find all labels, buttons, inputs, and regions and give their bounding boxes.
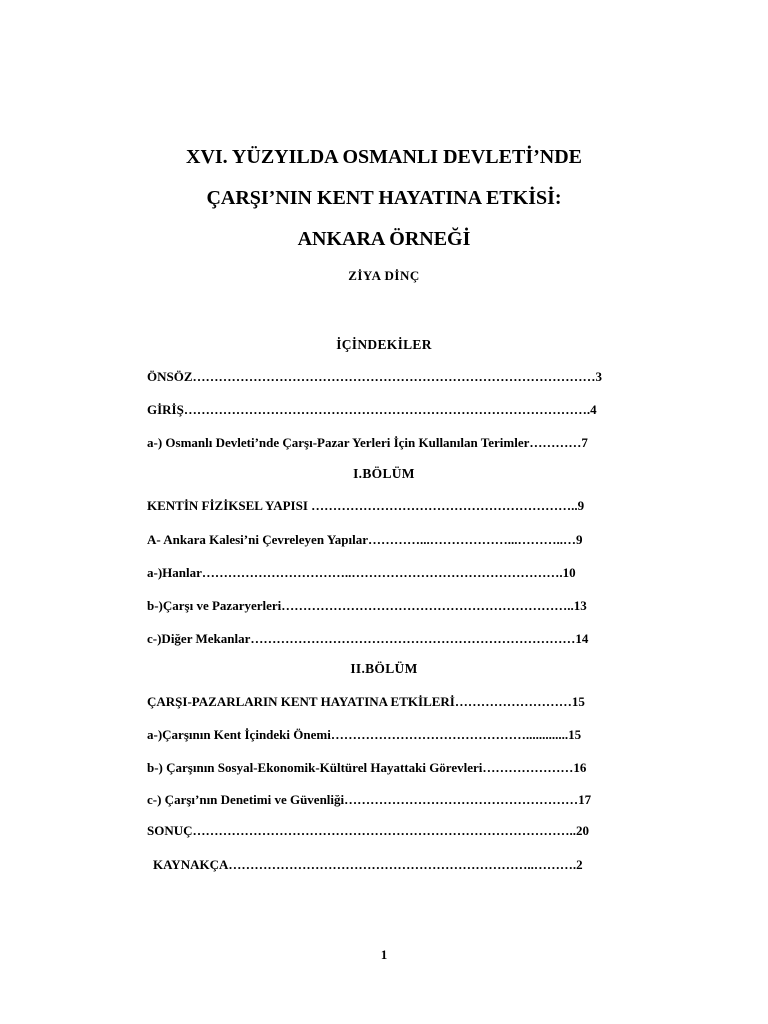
section-heading-1: I.BÖLÜM	[353, 466, 415, 481]
toc-entry-denetim-guvenlik: c-) Çarşı’nın Denetimi ve Güvenliği………………………………………………17	[147, 792, 592, 807]
page-number: 1	[380, 947, 388, 962]
toc-entry-kaynakca: KAYNAKÇA……………………………………………………………..……….2	[153, 857, 583, 872]
toc-entry-carsinin-onemi: a-)Çarşının Kent İçindeki Önemi……………………………………….............15	[147, 727, 582, 742]
section-heading-2: II.BÖLÜM	[350, 661, 418, 676]
author-name: ZİYA DİNÇ	[348, 268, 420, 283]
toc-entry-ankara-kalesi: A- Ankara Kalesi’ni Çevreleyen Yapılar…………...………………...………..…9	[147, 532, 583, 547]
toc-entry-terimler: a-) Osmanlı Devleti’nde Çarşı-Pazar Yerleri İçin Kullanılan Terimler…………7	[147, 435, 588, 450]
title-line-3: ANKARA ÖRNEĞİ	[297, 228, 471, 250]
toc-heading: İÇİNDEKİLER	[336, 337, 432, 352]
toc-entry-sonuc: SONUÇ……………………………………………………………………………..20	[147, 823, 590, 838]
toc-entry-gorevleri: b-) Çarşının Sosyal-Ekonomik-Kültürel Hayattaki Görevleri…………………16	[147, 760, 587, 775]
toc-entry-diger-mekanlar: c-)Diğer Mekanlar…………………………………………………………………14	[147, 631, 589, 646]
title-line-1: XVI. YÜZYILDA OSMANLI DEVLETİ’NDE	[186, 146, 582, 168]
toc-entry-giris: GİRİŞ………………………………………………………………………………….4	[147, 402, 597, 417]
toc-entry-kent-hayatina-etkileri: ÇARŞI-PAZARLARIN KENT HAYATINA ETKİLERİ………………………15	[147, 694, 585, 709]
toc-entry-fiziksel-yapi: KENTİN FİZİKSEL YAPISI ……………………………………………………..9	[147, 498, 585, 513]
toc-entry-hanlar: a-)Hanlar……………………………..………………………………………….10	[147, 565, 576, 580]
title-line-2: ÇARŞI’NIN KENT HAYATINA ETKİSİ:	[206, 187, 562, 209]
toc-entry-onsoz: ÖNSÖZ…………………………………………………………………………………3	[147, 369, 603, 384]
toc-entry-carsi-pazaryerleri: b-)Çarşı ve Pazaryerleri…………………………………………………………..13	[147, 598, 587, 613]
